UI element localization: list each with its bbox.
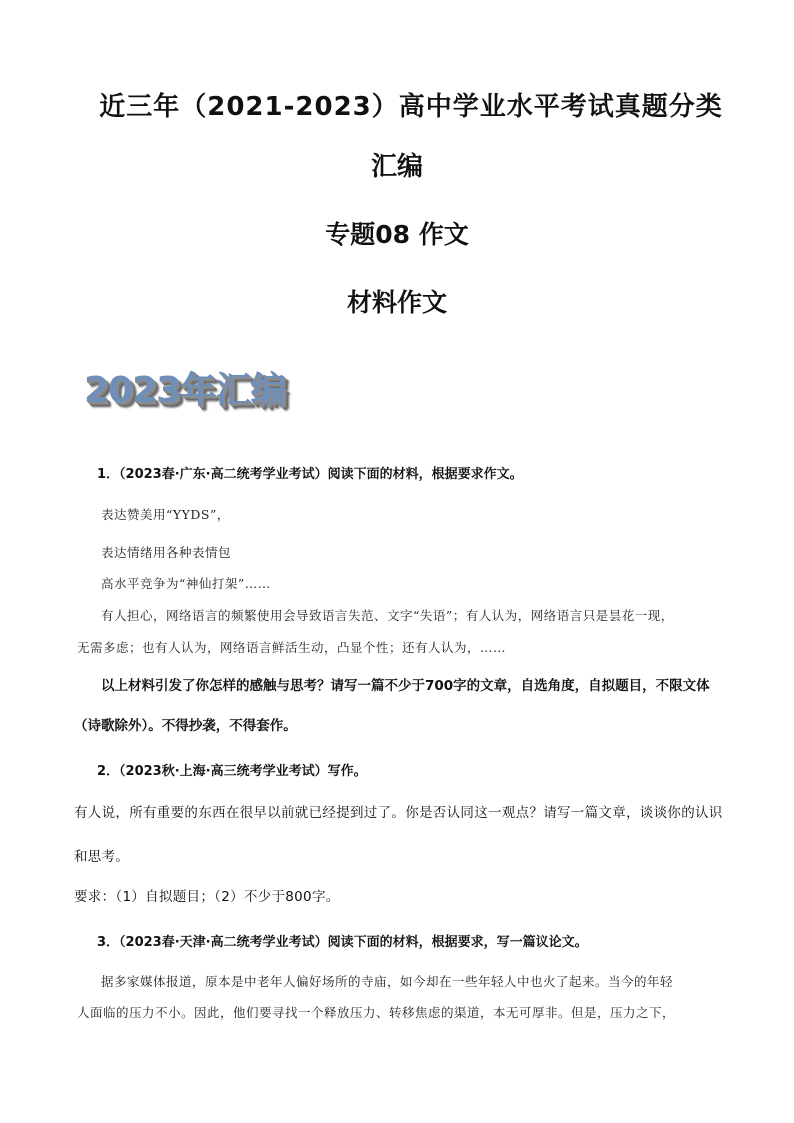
document-title-line2: 汇编: [370, 152, 423, 182]
question-1-material-line: 表达赞美用“YYDS”，: [101, 507, 230, 522]
question-2-body-line: 和思考。: [74, 849, 130, 865]
topic-heading: 专题08 作文: [325, 220, 469, 249]
question-3-heading: 3．（2023春·天津·高二统考学业考试）阅读下面的材料，根据要求，写一篇议论文。: [97, 935, 588, 950]
question-1-material-line: 高水平竞争为“神仙打架”……: [101, 576, 271, 591]
question-1-material-line: 有人担心，网络语言的频繁使用会导致语言失范、文字“失语”；有人认为，网络语言只是昙花一现，: [101, 608, 674, 623]
question-1-requirement-line: 以上材料引发了你怎样的感触与思考？请写一篇不少于700字的文章，自选角度，自拟题目，不限文体: [101, 678, 710, 694]
question-1-requirement-line: （诗歌除外）。不得抄袭，不得套作。: [74, 718, 297, 734]
subtopic-heading: 材料作文: [346, 288, 447, 317]
year-banner: 2023年汇编: [84, 370, 286, 411]
question-1-heading: 1．（2023春·广东·高二统考学业考试）阅读下面的材料，根据要求作文。: [97, 467, 523, 482]
question-2-requirements: 要求：（1）自拟题目；（2）不少于800字。: [74, 889, 340, 905]
question-1-material-line: 无需多虑；也有人认为，网络语言鲜活生动，凸显个性；还有人认为，……: [77, 640, 507, 655]
question-3-material-line: 据多家媒体报道，原本是中老年人偏好场所的寺庙，如今却在一些年轻人中也火了起来。当今的年轻: [101, 974, 674, 989]
document-title-line1: 近三年（2021-2023）高中学业水平考试真题分类: [99, 92, 723, 122]
question-2-body-line: 有人说，所有重要的东西在很早以前就已经提到过了。你是否认同这一观点？请写一篇文章，谈谈你的认识: [74, 805, 723, 821]
question-3-material-line: 人面临的压力不小。因此，他们要寻找一个释放压力、转移焦虑的渠道，本无可厚非。但是，压力之下，: [77, 1005, 676, 1020]
question-1-material-line: 表达情绪用各种表情包: [101, 545, 232, 560]
question-2-heading: 2．（2023秋·上海·高三统考学业考试）写作。: [97, 764, 367, 779]
